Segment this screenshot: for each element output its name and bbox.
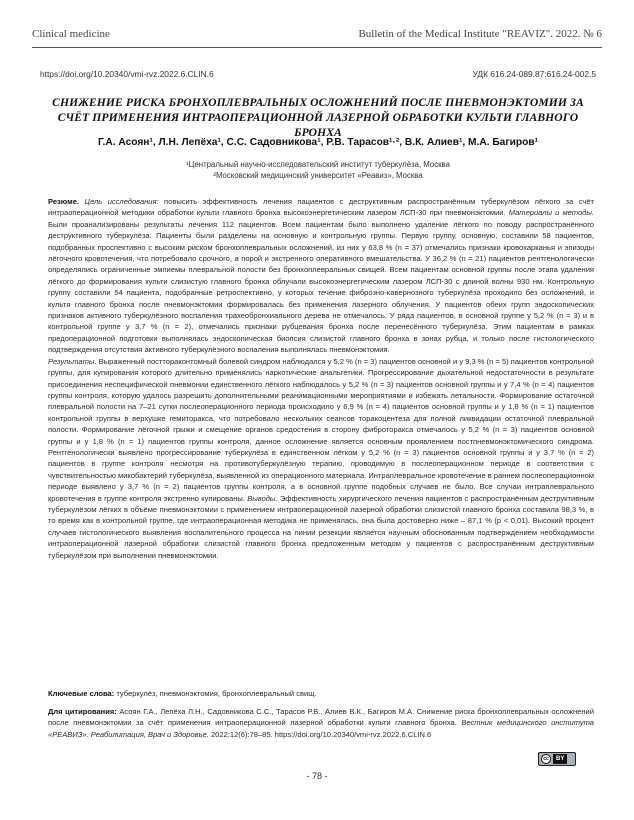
results-label: Результаты. [48, 356, 97, 366]
abstract [48, 196, 594, 561]
results-text: Выраженный посттораконтомный болевой синдром наблюдался у 5,2 % (n = 3) пациентов основной и у 9,3 % (n = 5) пациентов контрольной группы, для купирования которого длительно применялись наркотические анальгетики. Прогрессирование дыхательной недостаточности в результате присоединения неспецифической пневмонии единственного лёгкого наблюдалось у 5,2 % (n = 3) пациентов основной группы и у 7,4 % (n = 4) пациентов группы контроля, которую удалось разрешить дополнительными реанимационными мероприятиями и избежать летальности. Формирование остаточной плевральной полости на 7–21 сутки послеоперационного периода происходило у 6,9 % (n = 4) пациентов основной группы и у 1,8 % (n = 1) пациентов контрольной группы в верхушке гемиторакса, что потребовало нескольких сеансов торакоцентеза для полной ликвидации остаточной плевральной полости. Формирование лёгочной грыжи и смещение органов средостения в сторону фиброторакса отмечалось у 5,2 % (n = 3) пациентов основной группы и у 1,8 % (n = 1) пациентов группы контроля, данное осложнение является основным проявлением постпневмонэктомического синдрома. Рентгенологически выявлено прогрессирование туберкулёза в единственном лёгком у 5,2 % (n = 3) пациентов основной группы и у 3,7 % (n = 2) пациентов в группе контроля несмотря на противотуберкулёзную терапию, проводимую в послеоперационном периоде в соответствии с чувствительностью микобактерий туберкулёза, выявленной из операционного материала. Интраплевральное кровотечение в раннем послеоперационном периоде выявлено у 3,7 % (n = 2) пациентов группы контроля, а в основной группе подобных случаев не было. Все случаи интраплеврального кровотечения в группе контроля экстренно купированы. [48, 356, 594, 503]
article-meta [40, 69, 596, 79]
by-icon: BY [553, 754, 567, 764]
author-list: Г.А. Асоян¹, Л.Н. Лепёха¹, С.С. Садовникова¹, Р.В. Тарасов¹·², В.К. Алиев¹, М.А. Багиров¹ [98, 137, 538, 148]
keywords [48, 688, 594, 699]
running-head-section: Clinical medicine [32, 28, 110, 40]
keywords-text: туберкулёз, пневмонэктомия, бронхоплевральный свищ. [116, 689, 317, 698]
conclusions-text: Эффективность хирургического лечения пациентов с распространённым деструктивным туберкулёзом лёгких в объёме пневмонэктомии с применением интраоперационной лазерной обработки слизистой главного бронха составила 98,3 %, в то время как в контрольной группе, где интраоперационная методика не применялась, она была достоверно ниже – 87,1 % (p < 0,01). Высокий процент случаев гистологического выявления воспалительного процесса на линии резекции является научным обоснованным подтверждением необходимости интраоперационной лазерной обработки слизистой главного бронха предложенным методом у пациентов с распространённым деструктивным туберкулёзом при выполнении пневмонэктомии. [48, 493, 594, 560]
udc-code: УДК 616.24-089.87:616.24-002.5 [472, 69, 596, 79]
citation-authors-title: Асоян Г.А., Лепёха Л.Н., Садовникова С.С., Тарасов Р.В., Алиев В.К., Багиров М.А. Снижение риска бронхоплевральных осложнений после пневмонэктомии за счёт применения интраоперационной лазерной обработки культи главного бронха. [48, 707, 594, 728]
keywords-label: Ключевые слова: [48, 689, 115, 698]
cc-icon: cc [541, 754, 551, 764]
summary-label: Резюме. [48, 197, 80, 206]
running-head [32, 28, 602, 40]
affiliation-2: ²Московский медицинский университет «Реавиз», Москва [213, 171, 423, 180]
header-divider [32, 47, 602, 48]
page-number: - 78 - [306, 771, 328, 781]
cc-license-badge[interactable] [538, 752, 576, 766]
running-head-journal: Bulletin of the Medical Institute "REAVIZ". 2022. № 6 [358, 28, 602, 40]
aim-label: Цель исследования: [84, 197, 159, 206]
aim-text: повысить эффективность лечения пациентов с деструктивным распространённым туберкулёзом лёгкого за счёт интраоперационной методики обработки культи главного бронха высокоэнергетическим лазером ЛСП-30 при пневмонэктомии. [48, 197, 594, 218]
citation-journal: Вестник медицинского института «РЕАВИЗ». Реабилитация, Врач и Здоровье. [48, 718, 594, 739]
affiliation-1: ¹Центральный научно-исследовательский институт туберкулёза, Москва [186, 160, 450, 169]
article-title: СНИЖЕНИЕ РИСКА БРОНХОПЛЕВРАЛЬНЫХ ОСЛОЖНЕНИЙ ПОСЛЕ ПНЕВМОНЭКТОМИИ ЗА СЧЁТ ПРИМЕНЕНИЯ ИНТРАОПЕРАЦИОННОЙ ЛАЗЕРНОЙ ОБРАБОТКИ КУЛЬТИ ГЛАВНОГО БРОНХА [52, 96, 584, 139]
doi-link[interactable]: https://doi.org/10.20340/vmi-rvz.2022.6.CLIN.6 [40, 69, 214, 79]
citation [48, 706, 594, 740]
citation-details[interactable]: 2022;12(6):78–85. https://doi.org/10.20340/vmi-rvz.2022.6.CLIN.6 [210, 729, 432, 739]
methods-label: Материалы и методы. [508, 208, 594, 218]
methods-text: Были проанализированы результаты лечения 112 пациентов. Всем пациентам было выполнено удаление лёгкого по поводу распространённого деструктивного туберкулёза. Пациенты были разделены на основную и контрольную группы. Первую группу, основную, составили 58 пациентов, подобранных проспективно с высоким риском бронхоплевральных осложнений, из них у 63,8 % (n = 37) отмечались признаки кровохарканья и эпизоды лёгочного кровотечения, что потребовало срочного, а порой и экстренного оперативного вмешательства. У 36,2 % (n = 21) пациентов рентгенологически определялись ограниченные эмпиемы плевральной полости без бронхоплевральных свищей. Всем пациентам основной группы после этапа удаления лёгкого до формирования культи слизистую главного бронха облучали высокоэнергетическим лазером ЛСП-30 с длиной волны 930 нм. Контрольную группу составили 54 пациента, подобранные ретроспективно, у которых течение фиброзно-кавернозного туберкулёза проходило без осложнений, и культя главного бронха после пневмонэктомии формировалась без применения лазерного облучения. У пациентов обеих групп эндоскопических признаков активного туберкулёзного воспаления трахеобронхиального дерева не отмечалось. У ряда пациентов, в основной группе у 5,2 % (n = 3) и в контрольной группе у 3,7 % (n = 2), отмечались признаки рубцевания бронха после перенесённого туберкулёза. Этим пациентам в рамках предоперационной подготовки выполнялась эндоскопическая биопсия слизистой главного бронха в зонах рубца, и только после гистологического подтверждения отсутствия активного туберкулёзного воспаления выполнялась пневмонэктомия. [48, 219, 594, 355]
citation-label: Для цитирования: [48, 707, 117, 716]
conclusions-label: Выводы. [247, 493, 278, 503]
affiliations [40, 159, 596, 181]
